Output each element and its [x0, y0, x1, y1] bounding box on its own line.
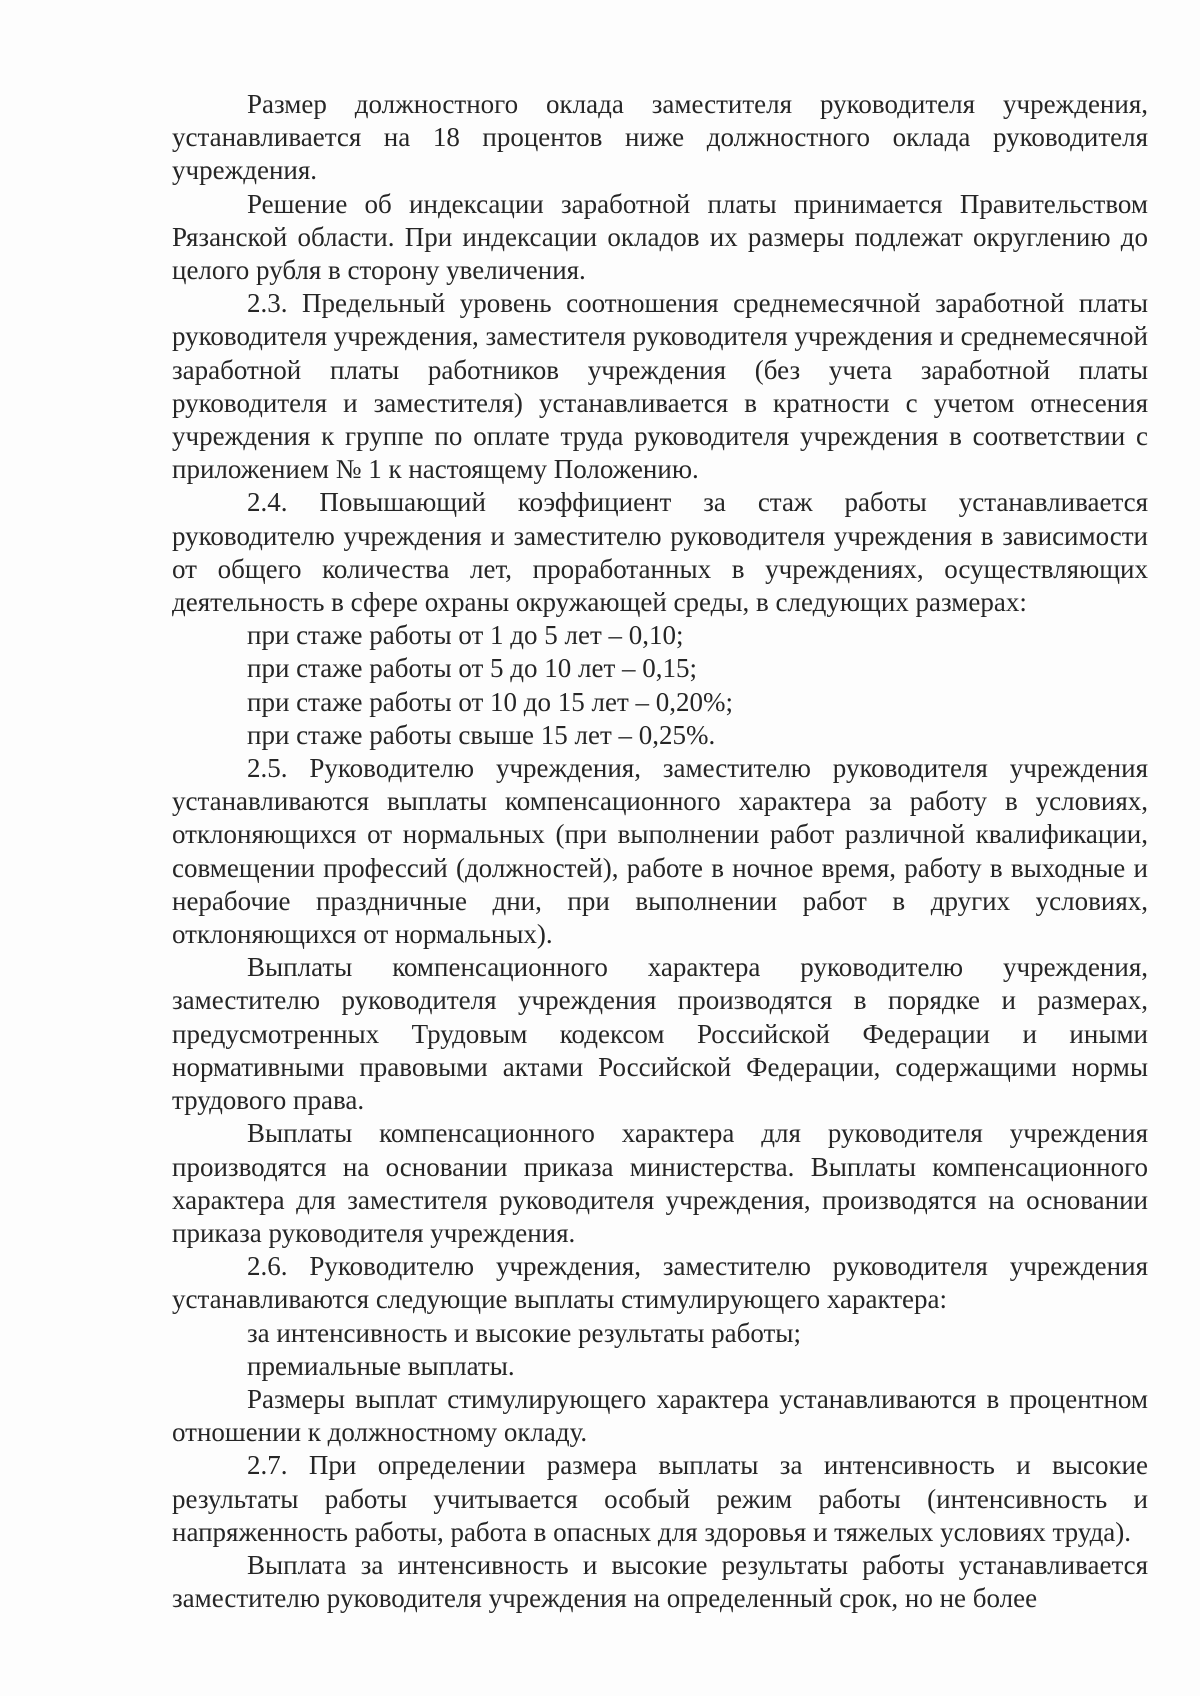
paragraph-stimulating-size: Размеры выплат стимулирующего характера устанавливаются в процентном отношении к должностному окладу.: [172, 1383, 1148, 1448]
list-item-bonus: премиальные выплаты.: [247, 1350, 515, 1381]
list-item-stazh-5-10: при стаже работы от 5 до 10 лет – 0,15;: [247, 653, 698, 684]
paragraph-compensation-basis: Выплаты компенсационного характера для руководителя учреждения производятся на основании приказа министерства. Выплаты компенсационного характера для заместителя руководителя учреждения, производятся на основании приказа руководителя учреждения.: [172, 1118, 1148, 1248]
paragraph-indexation: Решение об индексации заработной платы принимается Правительством Рязанской области. При индексации окладов их размеры подлежат округлению до целого рубля в сторону увеличения.: [172, 188, 1148, 286]
list-item-stazh-1-5: при стаже работы от 1 до 5 лет – 0,10;: [247, 620, 684, 651]
paragraph-2-5: 2.5. Руководителю учреждения, заместителю руководителя учреждения устанавливаются выплаты компенсационного характера за работу в условиях, отклоняющихся от нормальных (при выполнении работ различной квалификации, совмещении профессий (должностей), работе в ночное время, работу в выходные и нерабочие праздничные дни, при выполнении работ в других условиях, отклоняющихся от нормальных).: [172, 753, 1148, 950]
paragraph-2-7: 2.7. При определении размера выплаты за интенсивность и высокие результаты работы учитывается особый режим работы (интенсивность и напряженность работы, работа в опасных для здоровья и тяжелых условиях труда).: [172, 1450, 1148, 1547]
paragraph-compensation-order: Выплаты компенсационного характера руководителю учреждения, заместителю руководителя учреждения производятся в порядке и размерах, предусмотренных Трудовым кодексом Российской Федерации и иными нормативными правовыми актами Российской Федерации, содержащими нормы трудового права.: [172, 952, 1148, 1116]
paragraph-2-6: 2.6. Руководителю учреждения, заместителю руководителя учреждения устанавливаются следующие выплаты стимулирующего характера:: [172, 1251, 1148, 1315]
list-item-stazh-10-15: при стаже работы от 10 до 15 лет – 0,20%;: [247, 686, 734, 717]
list-item-intensity: за интенсивность и высокие результаты работы;: [247, 1317, 801, 1348]
document-body: [172, 88, 1148, 1615]
paragraph-deputy-salary: Размер должностного оклада заместителя руководителя учреждения, устанавливается на 18 процентов ниже должностного оклада руководителя учреждения.: [172, 89, 1148, 186]
paragraph-2-3: 2.3. Предельный уровень соотношения среднемесячной заработной платы руководителя учреждения, заместителя руководителя учреждения и среднемесячной заработной платы работников учреждения (без учета заработной платы руководителя и заместителя) устанавливается в кратности с учетом отнесения учреждения к группе по оплате труда руководителя учреждения в соответствии с приложением № 1 к настоящему Положению.: [172, 288, 1148, 485]
paragraph-intensity-term: Выплата за интенсивность и высокие результаты работы устанавливается заместителю руководителя учреждения на определенный срок, но не более: [172, 1549, 1148, 1614]
paragraph-2-4: 2.4. Повышающий коэффициент за стаж работы устанавливается руководителю учреждения и заместителю руководителя учреждения в зависимости от общего количества лет, проработанных в учреждениях, осуществляющих деятельность в сфере охраны окружающей среды, в следующих размерах:: [172, 487, 1148, 618]
list-item-stazh-15-plus: при стаже работы свыше 15 лет – 0,25%.: [247, 719, 716, 750]
